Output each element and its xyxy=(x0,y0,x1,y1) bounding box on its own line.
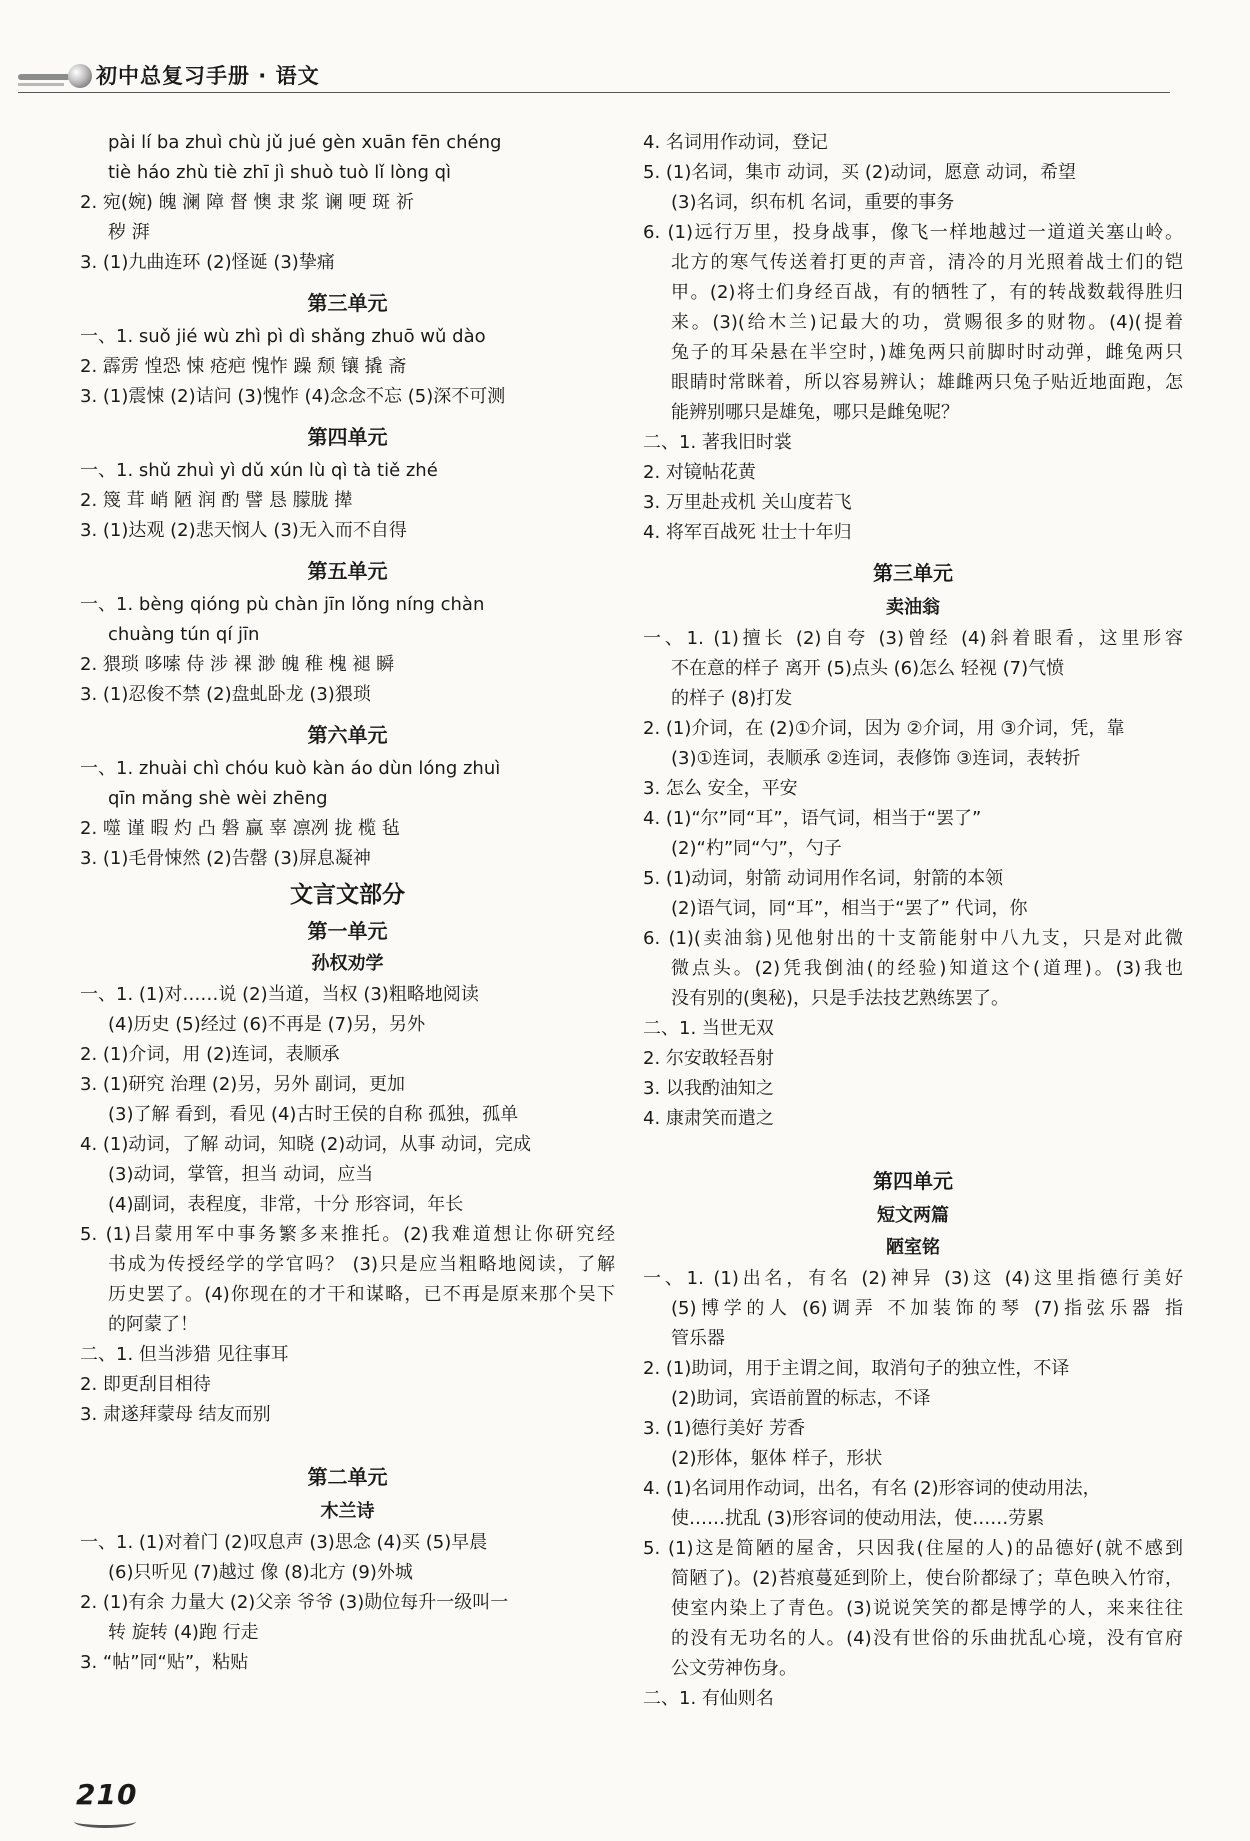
answer-line: 管乐器 xyxy=(671,1328,725,1349)
answer-line: 4. 名词用作动词，登记 xyxy=(643,132,828,153)
left-answer-column xyxy=(80,128,615,1678)
unit-heading: 第三单元 xyxy=(873,561,953,585)
answer-line: 6. (1)远行万里，投身战事，像飞一样地越过一道道关塞山岭。 xyxy=(643,222,1183,243)
answer-line: 不在意的样子 离开 (5)点头 (6)怎么 轻视 (7)气愤 xyxy=(671,658,1065,679)
answer-line: (3)①连词，表顺承 ②连词，表修饰 ③连词，表转折 xyxy=(671,748,1081,769)
answer-line: 历史罢了。(4)你现在的才干和谋略，已不再是原来那个吴下 xyxy=(108,1284,615,1305)
unit-heading: 第三单元 xyxy=(307,291,388,315)
answer-line: 公文劳神伤身。 xyxy=(671,1658,797,1679)
answer-line: 一、1. bèng qióng pù chàn jīn lǒng níng chàn xyxy=(80,594,485,615)
header-sphere-icon xyxy=(68,64,92,88)
answer-line: 3. 以我酌油知之 xyxy=(643,1078,774,1099)
spacer xyxy=(80,1430,615,1452)
answer-line: 3. “帖”同“贴”，粘贴 xyxy=(80,1652,249,1673)
answer-line: 二、1. 但当涉猎 见往事耳 xyxy=(80,1344,289,1365)
answer-line: 4. (1)“尔”同“耳”，语气词，相当于“罢了” xyxy=(643,808,982,829)
answer-line: (2)形体，躯体 样子，形状 xyxy=(671,1448,883,1469)
page-number-arc xyxy=(74,1815,136,1828)
answer-line: (6)只听见 (7)越过 像 (8)北方 (9)外城 xyxy=(108,1562,413,1583)
answer-line: 3. (1)达观 (2)悲天悯人 (3)无入而不自得 xyxy=(80,520,407,541)
answer-line: 一、1. (1)擅长 (2)自夸 (3)曾经 (4)斜着眼看，这里形容 xyxy=(643,628,1183,649)
lesson-title: 孙权劝学 xyxy=(311,953,384,974)
answer-line: 一、1. suǒ jié wù zhì pì dì shǎng zhuō wǔ dào xyxy=(80,326,486,347)
answer-line: 2. 宛(婉) 魄 澜 障 督 懊 隶 浆 谰 哽 斑 祈 xyxy=(80,192,414,213)
answer-line: 2. (1)有余 力量大 (2)父亲 爷爷 (3)勋位每升一级叫一 xyxy=(80,1592,509,1613)
section-heading: 文言文部分 xyxy=(290,882,405,908)
answer-line: 2. 噬 谨 暇 灼 凸 磐 赢 辜 凛冽 拢 榄 毡 xyxy=(80,818,400,839)
answer-line: 3. 肃遂拜蒙母 结友而别 xyxy=(80,1404,271,1425)
answer-line: tiè háo zhù tiè zhī jì shuò tuò lǐ lòng qì xyxy=(108,162,452,183)
answer-line: 没有别的(奥秘)，只是手法技艺熟练罢了。 xyxy=(671,988,1010,1009)
answer-line: 的没有无功名的人。(4)没有世俗的乐曲扰乱心境，没有官府 xyxy=(671,1628,1183,1649)
answer-line: 5. (1)吕蒙用军中事务繁多来推托。(2)我难道想让你研究经 xyxy=(80,1224,615,1245)
answer-line: 3. (1)研究 治理 (2)另，另外 副词，更加 xyxy=(80,1074,406,1095)
spacer xyxy=(643,1134,1183,1156)
lesson-title: 木兰诗 xyxy=(320,1501,375,1522)
answer-line: chuàng tún qí jīn xyxy=(108,624,260,645)
unit-heading: 第一单元 xyxy=(307,919,388,943)
answer-line: 眼睛时常眯着，所以容易辨认；雄雌两只兔子贴近地面跑，怎 xyxy=(671,372,1183,393)
answer-line: 书成为传授经学的学官吗？ (3)只是应当粗略地阅读，了解 xyxy=(108,1254,615,1275)
answer-line: 3. 万里赴戎机 关山度若飞 xyxy=(643,492,852,513)
unit-heading: 第六单元 xyxy=(307,723,388,747)
answer-line: 2. 尔安敢轻吾射 xyxy=(643,1048,774,1069)
lesson-title: 卖油翁 xyxy=(886,597,940,618)
book-title: 初中总复习手册 · 语文 xyxy=(96,64,320,88)
answer-line: 3. (1)忍俊不禁 (2)盘虬卧龙 (3)猥琐 xyxy=(80,684,371,705)
answer-line: 简陋了)。(2)苔痕蔓延到阶上，使台阶都绿了；草色映入竹帘， xyxy=(671,1568,1183,1589)
answer-line: (2)助词，宾语前置的标志，不译 xyxy=(671,1388,931,1409)
answer-line: 3. (1)震悚 (2)诘问 (3)愧怍 (4)念念不忘 (5)深不可测 xyxy=(80,386,506,407)
answer-line: 4. (1)名词用作动词，出名，有名 (2)形容词的使动用法， xyxy=(643,1478,1101,1499)
right-answer-column xyxy=(643,128,1183,1714)
header-decoration-bar xyxy=(18,74,70,80)
answer-line: 6. (1)(卖油翁)见他射出的十支箭能射中八九支，只是对此微 xyxy=(643,928,1183,949)
answer-line: 5. (1)这是简陋的屋舍，只因我(住屋的人)的品德好(就不感到 xyxy=(643,1538,1183,1559)
answer-line: 3. (1)德行美好 芳香 xyxy=(643,1418,806,1439)
answer-line: 4. 康肃笑而遣之 xyxy=(643,1108,774,1129)
answer-line: 使室内染上了青色。(3)说说笑笑的都是博学的人，来来往往 xyxy=(671,1598,1183,1619)
answer-line: 使……扰乱 (3)形容词的使动用法，使……劳累 xyxy=(671,1508,1045,1529)
answer-line: (3)名词，织布机 名词，重要的事务 xyxy=(671,192,955,213)
answer-line: 一、1. zhuài chì chóu kuò kàn áo dùn lóng zhuì xyxy=(80,758,501,779)
answer-line: 一、1. (1)出名，有名 (2)神异 (3)这 (4)这里指德行美好 xyxy=(643,1268,1183,1289)
answer-line: 2. (1)介词，在 (2)①介词，因为 ②介词，用 ③介词，凭，靠 xyxy=(643,718,1125,739)
answer-line: (2)语气词，同“耳”，相当于“罢了” 代词，你 xyxy=(671,898,1028,919)
answer-line: 能辨别哪只是雄兔，哪只是雌兔呢？ xyxy=(671,402,959,423)
answer-line: 来。(3)(给木兰)记最大的功，赏赐很多的财物。(4)(提着 xyxy=(671,312,1183,333)
answer-line: 的样子 (8)打发 xyxy=(671,688,793,709)
unit-heading: 第五单元 xyxy=(307,559,388,583)
answer-line: (2)“杓”同“勺”，勺子 xyxy=(671,838,842,859)
unit-heading: 第四单元 xyxy=(307,425,388,449)
page-number: 210 xyxy=(76,1778,138,1811)
answer-line: 甲。(2)将士们身经百战，有的牺牲了，有的转战数载得胜归 xyxy=(671,282,1183,303)
lesson-title: 短文两篇 xyxy=(877,1205,949,1226)
answer-line: 转 旋转 (4)跑 行走 xyxy=(108,1622,259,1643)
answer-line: 微点头。(2)凭我倒油(的经验)知道这个(道理)。(3)我也 xyxy=(671,958,1183,979)
unit-heading: 第二单元 xyxy=(307,1465,388,1489)
answer-line: (4)副词，表程度，非常，十分 形容词，年长 xyxy=(108,1194,464,1215)
answer-line: 2. 篾 茸 峭 陋 润 酌 譬 恳 朦胧 撵 xyxy=(80,490,353,511)
answer-line: 4. (1)动词，了解 动词，知晓 (2)动词，从事 动词，完成 xyxy=(80,1134,532,1155)
answer-line: (3)了解 看到，看见 (4)古时王侯的自称 孤独，孤单 xyxy=(108,1104,519,1125)
answer-line: 的阿蒙了！ xyxy=(108,1314,198,1335)
answer-line: 二、1. 当世无双 xyxy=(643,1018,774,1039)
lesson-title: 陋室铭 xyxy=(886,1237,940,1258)
answer-line: 一、1. (1)对……说 (2)当道，当权 (3)粗略地阅读 xyxy=(80,984,479,1005)
answer-line: 一、1. (1)对着门 (2)叹息声 (3)思念 (4)买 (5)早晨 xyxy=(80,1532,488,1553)
answer-line: 3. 怎么 安全，平安 xyxy=(643,778,798,799)
answer-line: 2. 霹雳 惶恐 悚 疮疤 愧怍 躁 颓 镶 撬 斋 xyxy=(80,356,407,377)
answer-line: (4)历史 (5)经过 (6)不再是 (7)另，另外 xyxy=(108,1014,426,1035)
answer-line: 兔子的耳朵悬在半空时，)雄兔两只前脚时时动弹，雌兔两只 xyxy=(671,342,1183,363)
answer-line: 5. (1)名词，集市 动词，买 (2)动词，愿意 动词，希望 xyxy=(643,162,1077,183)
answer-line: 二、1. 有仙则名 xyxy=(643,1688,774,1709)
header-decoration-bar xyxy=(18,83,64,86)
answer-line: (5)博学的人 (6)调弄 不加装饰的琴 (7)指弦乐器 指 xyxy=(671,1298,1183,1319)
answer-line: 二、1. 著我旧时裳 xyxy=(643,432,792,453)
header-rule xyxy=(18,92,1170,93)
answer-line: 2. (1)介词，用 (2)连词，表顺承 xyxy=(80,1044,340,1065)
answer-line: 3. (1)九曲连环 (2)怪诞 (3)挚痛 xyxy=(80,252,335,273)
answer-line: 一、1. shǔ zhuì yì dǔ xún lù qì tà tiě zhé xyxy=(80,460,438,481)
answer-line: pài lí ba zhuì chù jǔ jué gèn xuān fēn chéng xyxy=(108,132,502,153)
answer-line: 2. (1)助词，用于主谓之间，取消句子的独立性，不译 xyxy=(643,1358,1070,1379)
answer-line: 2. 对镜帖花黄 xyxy=(643,462,756,483)
answer-line: qīn mǎng shè wèi zhēng xyxy=(108,788,328,809)
answer-line: (3)动词，掌管，担当 动词，应当 xyxy=(108,1164,374,1185)
answer-line: 2. 即更刮目相待 xyxy=(80,1374,211,1395)
answer-line: 秽 湃 xyxy=(108,222,150,243)
page-header xyxy=(0,52,1250,98)
answer-line: 2. 猥琐 哆嗦 侍 涉 裸 渺 魄 稚 槐 褪 瞬 xyxy=(80,654,395,675)
answer-line: 北方的寒气传送着打更的声音，清冷的月光照着战士们的铠 xyxy=(671,252,1183,273)
unit-heading: 第四单元 xyxy=(873,1169,953,1193)
answer-line: 4. 将军百战死 壮士十年归 xyxy=(643,522,852,543)
answer-line: 5. (1)动词，射箭 动词用作名词，射箭的本领 xyxy=(643,868,1004,889)
answer-line: 3. (1)毛骨悚然 (2)告罄 (3)屏息凝神 xyxy=(80,848,371,869)
